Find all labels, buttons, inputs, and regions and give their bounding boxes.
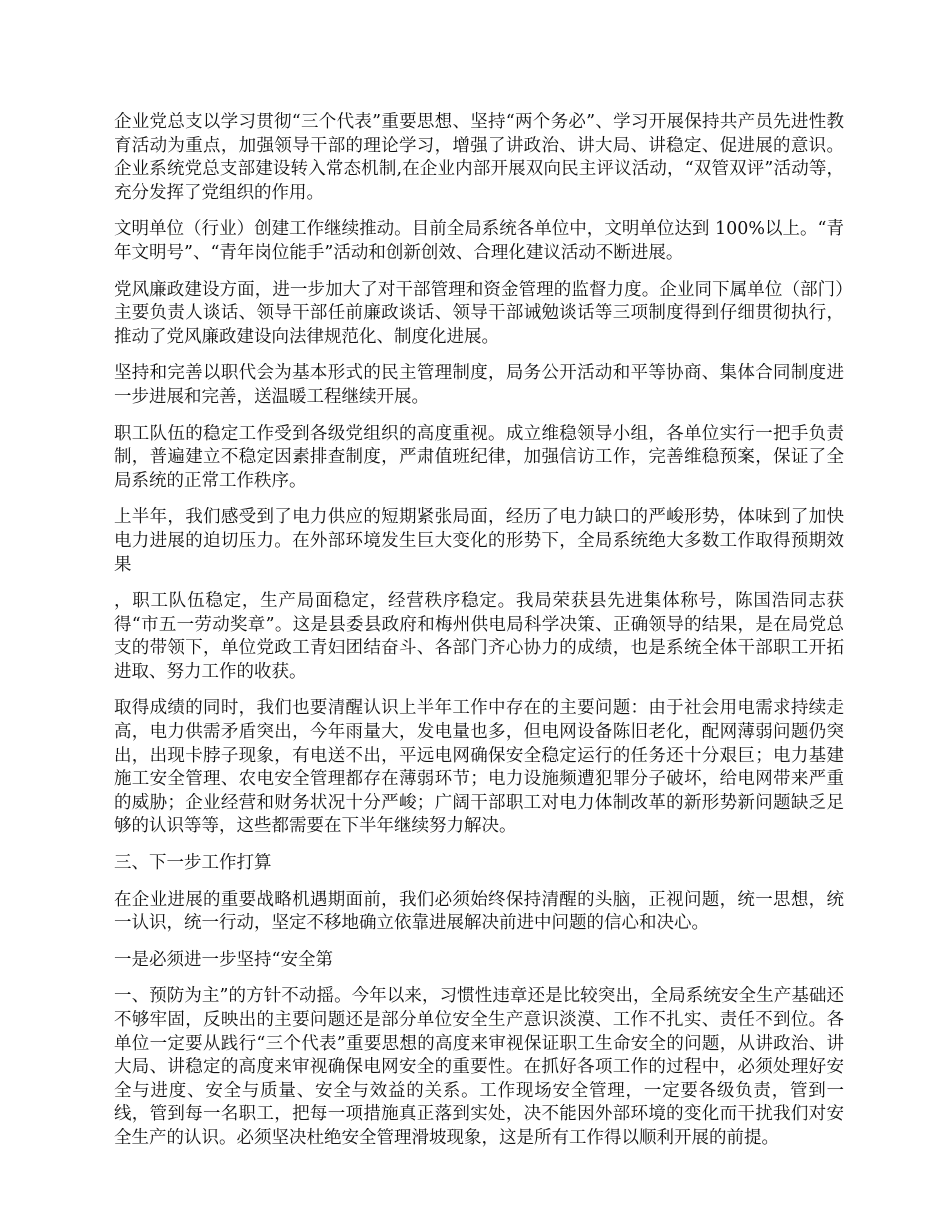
paragraph-safety-policy: 一、预防为主”的方针不动摇。今年以来，习惯性违章还是比较突出，全局系统安全生产基础还不够牢固，反映出的主要问题还是部分单位安全生产意识淡漠、工作不扎实、责任不到位。各单位一定要从践行“三个代表”重要思想的高度来审视保证职工生命安全的问题，从讲政治、讲大局、讲稳定的高度来审视确保电网安全的重要性。在抓好各项工作的过程中，必须处理好安全与进度、安全与质量、安全与效益的关系。工作现场安全管理，一定要各级负责，管到一线，管到每一名职工，把每一项措施真正落到实处，决不能因外部环境的变化而干扰我们对安全生产的认识。必须坚决杜绝安全管理滑坡现象，这是所有工作得以顺利开展的前提。: [114, 986, 844, 1148]
section-heading-next-steps: 三、下一步工作打算: [114, 853, 272, 874]
paragraph-integrity: 党风廉政建设方面，进一步加大了对干部管理和资金管理的监督力度。企业同下属单位（部门）主要负责人谈话、领导干部任前廉政谈话、领导干部诫勉谈话等三项制度得到仔细贯彻执行，推动了党风廉政建设向法律规范化、制度化进展。: [114, 279, 844, 347]
paragraph-civilized-units: 文明单位（行业）创建工作继续推动。目前全局系统各单位中，文明单位达到 100%以上。“青年文明号”、“青年岗位能手”活动和创新创效、合理化建议活动不断进展。: [114, 219, 844, 263]
paragraph-stability: 职工队伍的稳定工作受到各级党组织的高度重视。成立维稳领导小组，各单位实行一把手负责制，普遍建立不稳定因素排查制度，严肃值班纪律，加强信访工作，完善维稳预案，保证了全局系统的正常工作秩序。: [114, 423, 844, 491]
paragraph-achievements: ，职工队伍稳定，生产局面稳定，经营秩序稳定。我局荣获县先进集体称号，陈国浩同志获得“市五一劳动奖章”。这是县委县政府和梅州供电局科学决策、正确领导的结果，是在局党总支的带领下，单位党政工青妇团结奋斗、各部门齐心协力的成绩，也是系统全体干部职工开拓进取、努力工作的收获。: [114, 591, 844, 682]
paragraph-democratic-management: 坚持和完善以职代会为基本形式的民主管理制度，局务公开活动和平等协商、集体合同制度进一步进展和完善，送温暖工程继续开展。: [114, 363, 844, 407]
paragraph-strategy: 在企业进展的重要战略机遇期面前，我们必须始终保持清醒的头脑，正视问题，统一思想，统一认识，统一行动，坚定不移地确立依靠进展解决前进中问题的信心和决心。: [114, 889, 844, 934]
document-page: [114, 111, 844, 1164]
paragraph-safety-first-lead: 一是必须进一步坚持“安全第: [114, 949, 333, 970]
paragraph-first-half-summary: 上半年，我们感受到了电力供应的短期紧张局面，经历了电力缺口的严峻形势，体味到了加快电力进展的迫切压力。在外部环境发生巨大变化的形势下，全局系统绝大多数工作取得预期效果: [114, 507, 844, 575]
paragraph-party-building: 企业党总支以学习贯彻“三个代表”重要思想、坚持“两个务必”、学习开展保持共产员先进性教育活动为重点，加强领导干部的理论学习，增强了讲政治、讲大局、讲稳定、促进展的意识。企业系统党总支部建设转入常态机制,在企业内部开展双向民主评议活动，“双管双评”活动等，充分发挥了党组织的作用。: [114, 112, 844, 203]
paragraph-problems: 取得成绩的同时，我们也要清醒认识上半年工作中存在的主要问题：由于社会用电需求持续走高，电力供需矛盾突出，今年雨量大，发电量也多，但电网设备陈旧老化，配网薄弱问题仍突出，出现卡脖子现象，有电送不出，平远电网确保安全稳定运行的任务还十分艰巨；电力基建施工安全管理、农电安全管理都存在薄弱环节；电力设施频遭犯罪分子破坏，给电网带来严重的威胁；企业经营和财务状况十分严峻；广阔干部职工对电力体制改革的新形势新问题缺乏足够的认识等等，这些都需要在下半年继续努力解决。: [114, 698, 844, 837]
